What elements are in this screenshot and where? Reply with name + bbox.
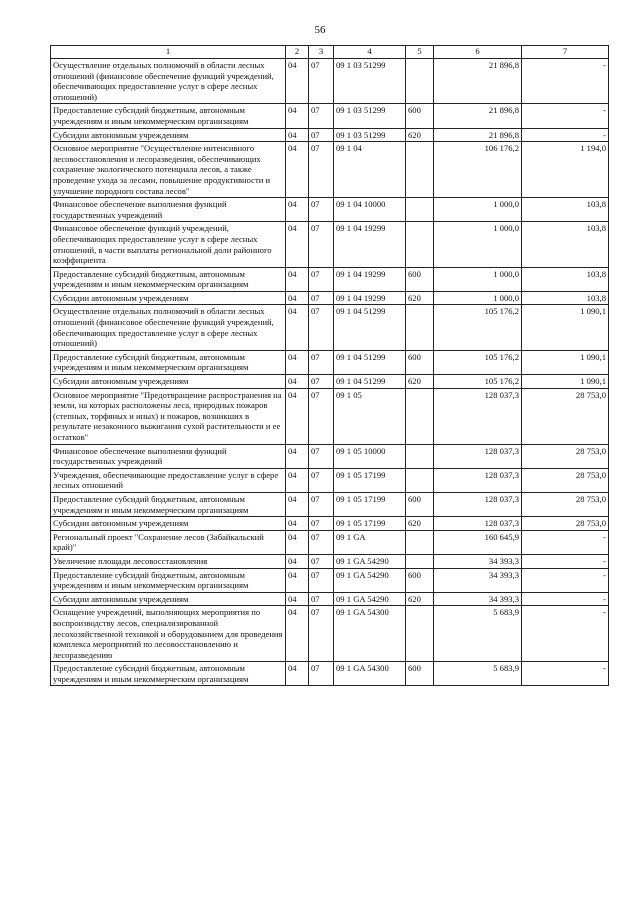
- table-row: [51, 444, 609, 468]
- expense-type-cell: 620: [406, 375, 434, 389]
- table-row: [51, 291, 609, 305]
- target-article-cell: 09 1 04 19299: [334, 291, 406, 305]
- table-row: [51, 517, 609, 531]
- subsection-code-cell: 07: [309, 568, 334, 592]
- table-row: [51, 492, 609, 516]
- subsection-code-cell: 07: [309, 198, 334, 222]
- target-article-cell: 09 1 GA 54290: [334, 554, 406, 568]
- expense-type-cell: [406, 444, 434, 468]
- amount-col7-cell: -: [522, 662, 609, 686]
- amount-col6-cell: 5 683,9: [434, 606, 522, 662]
- item-name-cell: Предоставление субсидий бюджетным, автономным учреждениям и иным некоммерческим организациям: [51, 492, 286, 516]
- section-code-cell: 04: [286, 59, 309, 104]
- table-row: [51, 468, 609, 492]
- amount-col6-cell: 34 393,3: [434, 554, 522, 568]
- column-header: 4: [334, 46, 406, 59]
- amount-col6-cell: 106 176,2: [434, 142, 522, 198]
- section-code-cell: 04: [286, 128, 309, 142]
- expense-type-cell: 620: [406, 592, 434, 606]
- expense-type-cell: [406, 59, 434, 104]
- section-code-cell: 04: [286, 492, 309, 516]
- expense-type-cell: [406, 468, 434, 492]
- target-article-cell: 09 1 03 51299: [334, 128, 406, 142]
- column-header: 6: [434, 46, 522, 59]
- amount-col6-cell: 105 176,2: [434, 350, 522, 374]
- amount-col6-cell: 1 000,0: [434, 291, 522, 305]
- section-code-cell: 04: [286, 267, 309, 291]
- amount-col6-cell: 1 000,0: [434, 198, 522, 222]
- section-code-cell: 04: [286, 104, 309, 128]
- table-row: [51, 662, 609, 686]
- column-header: 2: [286, 46, 309, 59]
- subsection-code-cell: 07: [309, 305, 334, 350]
- column-header: 7: [522, 46, 609, 59]
- column-header: 1: [51, 46, 286, 59]
- expense-type-cell: [406, 606, 434, 662]
- expense-type-cell: [406, 554, 434, 568]
- amount-col6-cell: 128 037,3: [434, 468, 522, 492]
- target-article-cell: 09 1 04 19299: [334, 267, 406, 291]
- target-article-cell: 09 1 04 51299: [334, 375, 406, 389]
- amount-col7-cell: 1 090,1: [522, 350, 609, 374]
- target-article-cell: 09 1 04 10000: [334, 198, 406, 222]
- item-name-cell: Субсидии автономным учреждениям: [51, 291, 286, 305]
- expense-type-cell: 600: [406, 662, 434, 686]
- item-name-cell: Основное мероприятие "Предотвращение распространения на земли, на которых расположены леса, природных пожаров (степных, торфяных и иных) и пожаров, возникших в результате незаконного выжигания сухой растительности и ее остатков": [51, 388, 286, 444]
- subsection-code-cell: 07: [309, 492, 334, 516]
- target-article-cell: 09 1 04 51299: [334, 350, 406, 374]
- section-code-cell: 04: [286, 444, 309, 468]
- section-code-cell: 04: [286, 222, 309, 267]
- amount-col6-cell: 34 393,3: [434, 592, 522, 606]
- target-article-cell: 09 1 03 51299: [334, 104, 406, 128]
- amount-col6-cell: 128 037,3: [434, 444, 522, 468]
- subsection-code-cell: 07: [309, 662, 334, 686]
- subsection-code-cell: 07: [309, 104, 334, 128]
- item-name-cell: Предоставление субсидий бюджетным, автономным учреждениям и иным некоммерческим организациям: [51, 267, 286, 291]
- amount-col7-cell: -: [522, 128, 609, 142]
- amount-col7-cell: 28 753,0: [522, 517, 609, 531]
- item-name-cell: Региональный проект "Сохранение лесов (Забайкальский край)": [51, 530, 286, 554]
- item-name-cell: Оснащение учреждений, выполняющих мероприятия по воспроизводству лесов, специализированной лесохозяйственной техникой и оборудованием для проведения комплекса мероприятий по лесовосстановлению и лесоразведению: [51, 606, 286, 662]
- subsection-code-cell: 07: [309, 128, 334, 142]
- amount-col6-cell: 105 176,2: [434, 305, 522, 350]
- target-article-cell: 09 1 GA 54300: [334, 662, 406, 686]
- section-code-cell: 04: [286, 592, 309, 606]
- subsection-code-cell: 07: [309, 530, 334, 554]
- item-name-cell: Предоставление субсидий бюджетным, автономным учреждениям и иным некоммерческим организациям: [51, 568, 286, 592]
- target-article-cell: 09 1 GA 54290: [334, 592, 406, 606]
- item-name-cell: Предоставление субсидий бюджетным, автономным учреждениям и иным некоммерческим организациям: [51, 350, 286, 374]
- expense-type-cell: [406, 222, 434, 267]
- expense-type-cell: [406, 198, 434, 222]
- expense-type-cell: 600: [406, 492, 434, 516]
- amount-col6-cell: 21 896,8: [434, 128, 522, 142]
- item-name-cell: Субсидии автономным учреждениям: [51, 375, 286, 389]
- amount-col7-cell: -: [522, 530, 609, 554]
- section-code-cell: 04: [286, 388, 309, 444]
- item-name-cell: Осуществление отдельных полномочий в области лесных отношений (финансовое обеспечение функций учреждений, обеспечивающих предоставление услуг в сфере лесных отношений): [51, 305, 286, 350]
- section-code-cell: 04: [286, 375, 309, 389]
- expense-type-cell: [406, 142, 434, 198]
- amount-col7-cell: 103,8: [522, 267, 609, 291]
- table-row: [51, 554, 609, 568]
- table-header-row: [51, 46, 609, 59]
- item-name-cell: Финансовое обеспечение функций учреждений, обеспечивающих предоставление услуг в сфере лесных отношений, в части выплаты региональной доли районного коэффициента: [51, 222, 286, 267]
- expense-type-cell: 620: [406, 128, 434, 142]
- section-code-cell: 04: [286, 291, 309, 305]
- amount-col7-cell: 1 194,0: [522, 142, 609, 198]
- expense-type-cell: 600: [406, 568, 434, 592]
- expense-type-cell: [406, 388, 434, 444]
- amount-col6-cell: 21 896,8: [434, 104, 522, 128]
- item-name-cell: Субсидии автономным учреждениям: [51, 128, 286, 142]
- amount-col6-cell: 160 645,9: [434, 530, 522, 554]
- column-header: 3: [309, 46, 334, 59]
- amount-col6-cell: 21 896,8: [434, 59, 522, 104]
- subsection-code-cell: 07: [309, 388, 334, 444]
- item-name-cell: Увеличение площади лесовосстановления: [51, 554, 286, 568]
- target-article-cell: 09 1 05 10000: [334, 444, 406, 468]
- amount-col7-cell: 1 090,1: [522, 305, 609, 350]
- section-code-cell: 04: [286, 606, 309, 662]
- target-article-cell: 09 1 05 17199: [334, 517, 406, 531]
- table-row: [51, 388, 609, 444]
- column-header: 5: [406, 46, 434, 59]
- item-name-cell: Осуществление отдельных полномочий в области лесных отношений (финансовое обеспечение функций учреждений, обеспечивающих предоставление услуг в сфере лесных отношений): [51, 59, 286, 104]
- table-row: [51, 606, 609, 662]
- amount-col7-cell: -: [522, 606, 609, 662]
- amount-col7-cell: 28 753,0: [522, 444, 609, 468]
- table-row: [51, 305, 609, 350]
- target-article-cell: 09 1 05 17199: [334, 492, 406, 516]
- amount-col6-cell: 1 000,0: [434, 222, 522, 267]
- subsection-code-cell: 07: [309, 554, 334, 568]
- expense-type-cell: 600: [406, 267, 434, 291]
- section-code-cell: 04: [286, 350, 309, 374]
- table-row: [51, 530, 609, 554]
- item-name-cell: Финансовое обеспечение выполнения функций государственных учреждений: [51, 444, 286, 468]
- amount-col6-cell: 105 176,2: [434, 375, 522, 389]
- amount-col7-cell: -: [522, 59, 609, 104]
- subsection-code-cell: 07: [309, 142, 334, 198]
- amount-col6-cell: 128 037,3: [434, 388, 522, 444]
- item-name-cell: Предоставление субсидий бюджетным, автономным учреждениям и иным некоммерческим организациям: [51, 662, 286, 686]
- amount-col7-cell: -: [522, 104, 609, 128]
- amount-col6-cell: 128 037,3: [434, 517, 522, 531]
- subsection-code-cell: 07: [309, 592, 334, 606]
- table-row: [51, 104, 609, 128]
- subsection-code-cell: 07: [309, 222, 334, 267]
- item-name-cell: Предоставление субсидий бюджетным, автономным учреждениям и иным некоммерческим организациям: [51, 104, 286, 128]
- section-code-cell: 04: [286, 530, 309, 554]
- expense-type-cell: [406, 530, 434, 554]
- expense-type-cell: 600: [406, 350, 434, 374]
- expense-type-cell: 620: [406, 291, 434, 305]
- subsection-code-cell: 07: [309, 517, 334, 531]
- target-article-cell: 09 1 GA 54300: [334, 606, 406, 662]
- amount-col7-cell: -: [522, 592, 609, 606]
- item-name-cell: Учреждения, обеспечивающие предоставление услуг в сфере лесных отношений: [51, 468, 286, 492]
- table-row: [51, 128, 609, 142]
- item-name-cell: Основное мероприятие "Осуществление интенсивного лесовосстановления и лесоразведения, обеспечивающих сохранение экологического потенциала лесов, а также проведение ухода за лесами, повышение продуктивности и улучшение породного состава лесов": [51, 142, 286, 198]
- subsection-code-cell: 07: [309, 375, 334, 389]
- subsection-code-cell: 07: [309, 606, 334, 662]
- amount-col6-cell: 1 000,0: [434, 267, 522, 291]
- amount-col7-cell: 28 753,0: [522, 468, 609, 492]
- expense-type-cell: 600: [406, 104, 434, 128]
- section-code-cell: 04: [286, 517, 309, 531]
- amount-col7-cell: 103,8: [522, 198, 609, 222]
- subsection-code-cell: 07: [309, 350, 334, 374]
- target-article-cell: 09 1 GA: [334, 530, 406, 554]
- table-row: [51, 375, 609, 389]
- table-row: [51, 267, 609, 291]
- budget-table: [50, 45, 609, 686]
- table-row: [51, 592, 609, 606]
- table-row: [51, 350, 609, 374]
- amount-col6-cell: 5 683,9: [434, 662, 522, 686]
- section-code-cell: 04: [286, 568, 309, 592]
- table-row: [51, 142, 609, 198]
- item-name-cell: Финансовое обеспечение выполнения функций государственных учреждений: [51, 198, 286, 222]
- subsection-code-cell: 07: [309, 291, 334, 305]
- subsection-code-cell: 07: [309, 468, 334, 492]
- target-article-cell: 09 1 05: [334, 388, 406, 444]
- section-code-cell: 04: [286, 198, 309, 222]
- subsection-code-cell: 07: [309, 444, 334, 468]
- table-row: [51, 59, 609, 104]
- subsection-code-cell: 07: [309, 59, 334, 104]
- expense-type-cell: [406, 305, 434, 350]
- table-body: [51, 59, 609, 686]
- amount-col6-cell: 34 393,3: [434, 568, 522, 592]
- table-row: [51, 198, 609, 222]
- amount-col7-cell: -: [522, 568, 609, 592]
- amount-col7-cell: 28 753,0: [522, 492, 609, 516]
- subsection-code-cell: 07: [309, 267, 334, 291]
- table-row: [51, 568, 609, 592]
- section-code-cell: 04: [286, 305, 309, 350]
- section-code-cell: 04: [286, 554, 309, 568]
- target-article-cell: 09 1 GA 54290: [334, 568, 406, 592]
- target-article-cell: 09 1 03 51299: [334, 59, 406, 104]
- amount-col6-cell: 128 037,3: [434, 492, 522, 516]
- target-article-cell: 09 1 04: [334, 142, 406, 198]
- amount-col7-cell: -: [522, 554, 609, 568]
- table-row: [51, 222, 609, 267]
- item-name-cell: Субсидии автономным учреждениям: [51, 517, 286, 531]
- amount-col7-cell: 103,8: [522, 222, 609, 267]
- page-number: 56: [314, 24, 326, 36]
- section-code-cell: 04: [286, 142, 309, 198]
- amount-col7-cell: 103,8: [522, 291, 609, 305]
- amount-col7-cell: 28 753,0: [522, 388, 609, 444]
- target-article-cell: 09 1 04 19299: [334, 222, 406, 267]
- target-article-cell: 09 1 04 51299: [334, 305, 406, 350]
- item-name-cell: Субсидии автономным учреждениям: [51, 592, 286, 606]
- section-code-cell: 04: [286, 662, 309, 686]
- expense-type-cell: 620: [406, 517, 434, 531]
- target-article-cell: 09 1 05 17199: [334, 468, 406, 492]
- section-code-cell: 04: [286, 468, 309, 492]
- amount-col7-cell: 1 090,1: [522, 375, 609, 389]
